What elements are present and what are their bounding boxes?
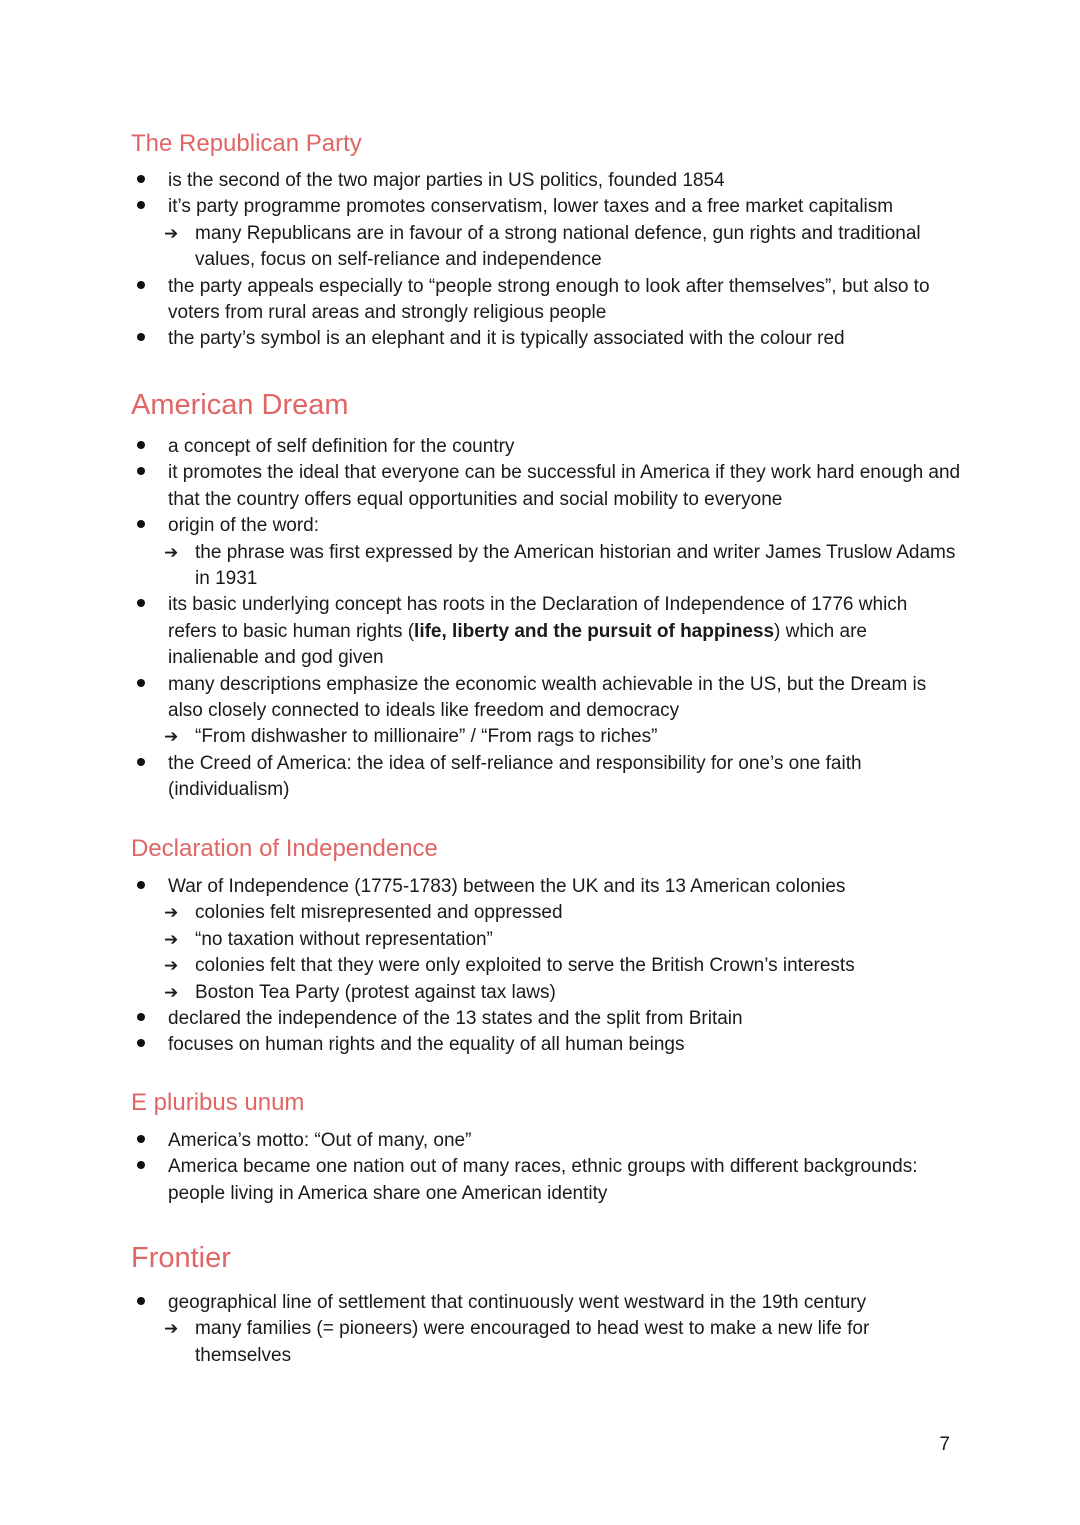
- bullet-icon: [137, 592, 145, 618]
- list-item: origin of the word:: [131, 513, 961, 539]
- bullet-icon: [137, 1032, 145, 1058]
- bullet-icon: [137, 672, 145, 698]
- section-heading: E pluribus unum: [131, 1089, 305, 1116]
- section-heading: The Republican Party: [131, 130, 362, 157]
- list-item: declared the independence of the 13 states and the split from Britain: [131, 1006, 961, 1032]
- list-item: a concept of self definition for the country: [131, 434, 961, 460]
- bullet-icon: [137, 1006, 145, 1032]
- list-item: the Creed of America: the idea of self-reliance and responsibility for one’s one faith (individualism): [131, 751, 961, 804]
- list-item: ➔ “no taxation without representation”: [131, 927, 961, 953]
- arrow-icon: ➔: [164, 542, 179, 563]
- bullet-icon: [137, 1290, 145, 1316]
- list-item: America became one nation out of many races, ethnic groups with different backgrounds: people living in America share one American identity: [131, 1154, 961, 1207]
- section-american-dream: [131, 388, 961, 804]
- arrow-icon: ➔: [164, 956, 179, 977]
- section-declaration-of-independence: [131, 834, 961, 1059]
- arrow-icon: ➔: [164, 727, 179, 748]
- list-item: geographical line of settlement that continuously went westward in the 19th century: [131, 1290, 961, 1316]
- list-item: ➔ many families (= pioneers) were encouraged to head west to make a new life for themselves: [164, 1318, 870, 1366]
- bullet-list: [131, 168, 961, 353]
- section-heading: Frontier: [131, 1242, 231, 1274]
- bullet-list: [131, 434, 961, 804]
- section-republican-party: [131, 129, 961, 353]
- emphasis-text: life, liberty and the pursuit of happiness: [414, 620, 775, 642]
- bullet-icon: [137, 1128, 145, 1154]
- section-heading: American Dream: [131, 389, 349, 421]
- list-item: the party appeals especially to “people strong enough to look after themselves”, but also to voters from rural areas and strongly religious people: [131, 274, 961, 327]
- list-item: America’s motto: “Out of many, one”: [131, 1128, 961, 1154]
- bullet-icon: [137, 274, 145, 300]
- arrow-icon: ➔: [164, 223, 179, 244]
- list-item: it promotes the ideal that everyone can be successful in America if they work hard enough and that the country offers equal opportunities and social mobility to everyone: [131, 460, 961, 513]
- list-item: ➔ colonies felt that they were only exploited to serve the British Crown’s interests: [131, 953, 961, 979]
- bullet-list: [131, 874, 961, 1059]
- bullet-icon: [137, 194, 145, 220]
- list-item: it’s party programme promotes conservatism, lower taxes and a free market capitalism: [131, 194, 961, 220]
- list-item: ➔ Boston Tea Party (protest against tax laws): [131, 980, 961, 1006]
- list-item: ➔ many Republicans are in favour of a strong national defence, gun rights and traditional values, focus on self-reliance and independence: [164, 222, 921, 271]
- bullet-icon: [137, 326, 145, 352]
- list-item: ➔ the phrase was first expressed by the American historian and writer James Truslow Adams in 1931: [164, 541, 956, 590]
- arrow-icon: ➔: [164, 982, 179, 1003]
- bullet-list: [131, 1128, 961, 1207]
- arrow-icon: ➔: [164, 903, 179, 924]
- section-frontier: [131, 1241, 961, 1369]
- bullet-icon: [137, 513, 145, 539]
- arrow-icon: ➔: [164, 1319, 179, 1340]
- bullet-icon: [137, 874, 145, 900]
- bullet-icon: [137, 460, 145, 486]
- list-item: its basic underlying concept has roots in the Declaration of Independence of 1776 which refers to basic human rights (life, liberty and the pursuit of happiness) which are inalienable and god given: [131, 592, 961, 671]
- page-number: 7: [939, 1434, 950, 1455]
- section-e-pluribus-unum: [131, 1088, 961, 1207]
- bullet-list: [131, 1290, 961, 1369]
- bullet-icon: [137, 434, 145, 460]
- arrow-icon: ➔: [164, 929, 179, 950]
- bullet-icon: [137, 1154, 145, 1180]
- list-item: ➔ “From dishwasher to millionaire” / “From rags to riches”: [131, 724, 961, 750]
- list-item: War of Independence (1775-1783) between the UK and its 13 American colonies: [131, 874, 961, 900]
- list-item: ➔ colonies felt misrepresented and oppressed: [131, 900, 961, 926]
- list-item: many descriptions emphasize the economic wealth achievable in the US, but the Dream is also closely connected to ideals like freedom and democracy: [131, 672, 961, 725]
- bullet-icon: [137, 168, 145, 194]
- list-item: is the second of the two major parties in US politics, founded 1854: [131, 168, 961, 194]
- list-item: focuses on human rights and the equality of all human beings: [131, 1032, 961, 1058]
- bullet-icon: [137, 751, 145, 777]
- section-heading: Declaration of Independence: [131, 835, 438, 862]
- list-item: the party’s symbol is an elephant and it is typically associated with the colour red: [131, 326, 961, 352]
